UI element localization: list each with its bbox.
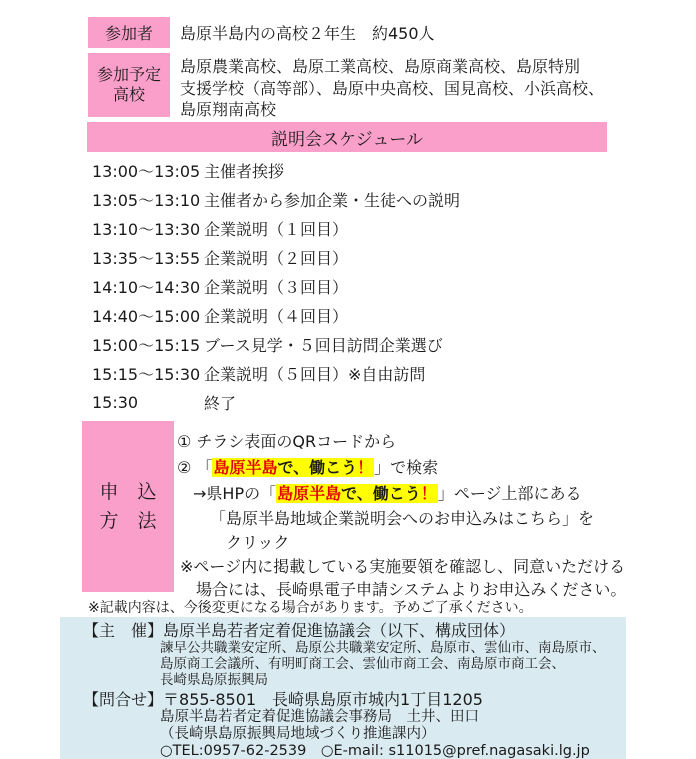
schedule-row <box>92 301 460 330</box>
schedule-time: 15:15～15:30 <box>92 365 201 384</box>
apply-method-label-line1: 申 込 <box>99 480 157 503</box>
schedule-row <box>92 243 460 272</box>
schedule-row <box>92 185 460 214</box>
disclaimer-note: ※記載内容は、今後変更になる場合があります。予めご了承ください。 <box>88 600 533 616</box>
contact-label: 【問合せ】 <box>83 690 164 709</box>
schedule-item: 企業説明（４回目） <box>204 307 349 326</box>
schedule-time: 15:30 <box>92 393 139 412</box>
schedule-item: 企業説明（５回目）※自由訪問 <box>204 365 426 384</box>
apply-note-line-2: 場合には、長崎県電子申請システムよりお申込みください。 <box>196 580 627 599</box>
schools-label-line1: 参加予定 <box>96 65 161 84</box>
footer-panel <box>60 617 626 759</box>
schools-list-line: 島原翔南高校 <box>180 100 277 119</box>
participants-label: 参加者 <box>104 24 153 43</box>
schedule-time: 13:35～13:55 <box>92 249 201 268</box>
schedule-row <box>92 272 460 301</box>
apply-method-label-line2: 方 法 <box>99 509 157 532</box>
schedule-table <box>92 156 460 417</box>
schedule-item: 企業説明（３回目） <box>204 278 349 297</box>
schedule-item: 主催者挨拶 <box>204 162 285 181</box>
apply-link-text: 「島原半島地域企業説明会へのお申込みはこちら」を <box>210 509 595 528</box>
apply-step-2: ② 「島原半島で、働こう！」で検索 <box>177 458 439 477</box>
schools-list-line: 島原農業高校、島原工業高校、島原商業高校、島原特別 <box>180 57 581 76</box>
schools-list-line: 支援学校（高等部）、島原中央高校、国見高校、小浜高校、 <box>180 78 605 98</box>
schedule-time: 13:00～13:05 <box>92 162 201 181</box>
schedule-row <box>92 330 460 359</box>
organizer-member-line: 諫早公共職業安定所、島原公共職業安定所、島原市、雲仙市、南島原市、 <box>160 640 606 656</box>
schedule-item: 企業説明（１回目） <box>204 220 349 239</box>
schedule-time: 15:00～15:15 <box>92 336 201 355</box>
participants-label-box <box>88 17 170 48</box>
schools-label-line2: 高校 <box>112 85 145 104</box>
organizer-label: 【主 催】 <box>83 621 164 640</box>
contact-detail-line: 島原半島若者定着促進協議会事務局 土井、田口 <box>160 709 479 725</box>
schedule-item: 終了 <box>204 394 237 413</box>
apply-click-text: クリック <box>226 533 290 552</box>
campaign-name-highlight: 島原半島で、働こう！ <box>277 484 437 503</box>
schedule-time: 14:40～15:00 <box>92 307 201 326</box>
schedule-item: 企業説明（２回目） <box>204 249 349 268</box>
contact-line <box>83 690 626 709</box>
organizer-value: 島原半島若者定着促進協議会（以下、構成団体） <box>163 621 516 640</box>
schedule-time: 14:10～14:30 <box>92 278 201 297</box>
schedule-title: 説明会スケジュール <box>271 129 423 150</box>
contact-detail-line: （長崎県島原振興局地域づくり推進課内） <box>160 726 436 742</box>
organizer-member-line: 島原商工会議所、有明町商工会、雲仙市商工会、南島原市商工会、 <box>160 656 565 672</box>
schedule-row <box>92 214 460 243</box>
schedule-item: 主催者から参加企業・生徒への説明 <box>204 191 461 210</box>
schedule-row <box>92 388 460 417</box>
apply-step-1: ① チラシ表面のQRコードから <box>177 432 397 451</box>
apply-method-label-box <box>82 421 174 592</box>
participants-value: 島原半島内の高校２年生 約450人 <box>180 24 435 43</box>
organizer-member-line: 長崎県島原振興局 <box>160 672 268 688</box>
schedule-row <box>92 156 460 185</box>
organizer-line <box>83 621 626 640</box>
schedule-title-bar <box>87 122 607 152</box>
schedule-time: 13:05～13:10 <box>92 191 201 210</box>
schools-label-box <box>88 53 170 117</box>
schedule-row <box>92 359 460 388</box>
campaign-name-highlight: 島原半島で、働こう！ <box>213 458 374 477</box>
contact-address: 〒855-8501 長崎県島原市城内1丁目1205 <box>163 690 483 709</box>
contact-detail-line: ○TEL:0957-62-2539 ○E-mail: s11015@pref.nagasaki.lg.jp <box>160 743 590 759</box>
schedule-item: ブース見学・５回目訪問企業選び <box>204 336 443 355</box>
apply-note-line-1: ※ページ内に掲載している実施要領を確認し、同意いただける <box>180 557 626 576</box>
apply-hp-line: →県HPの「島原半島で、働こう！」ページ上部にある <box>193 484 582 503</box>
schedule-time: 13:10～13:30 <box>92 220 201 239</box>
schools-list <box>180 56 604 121</box>
